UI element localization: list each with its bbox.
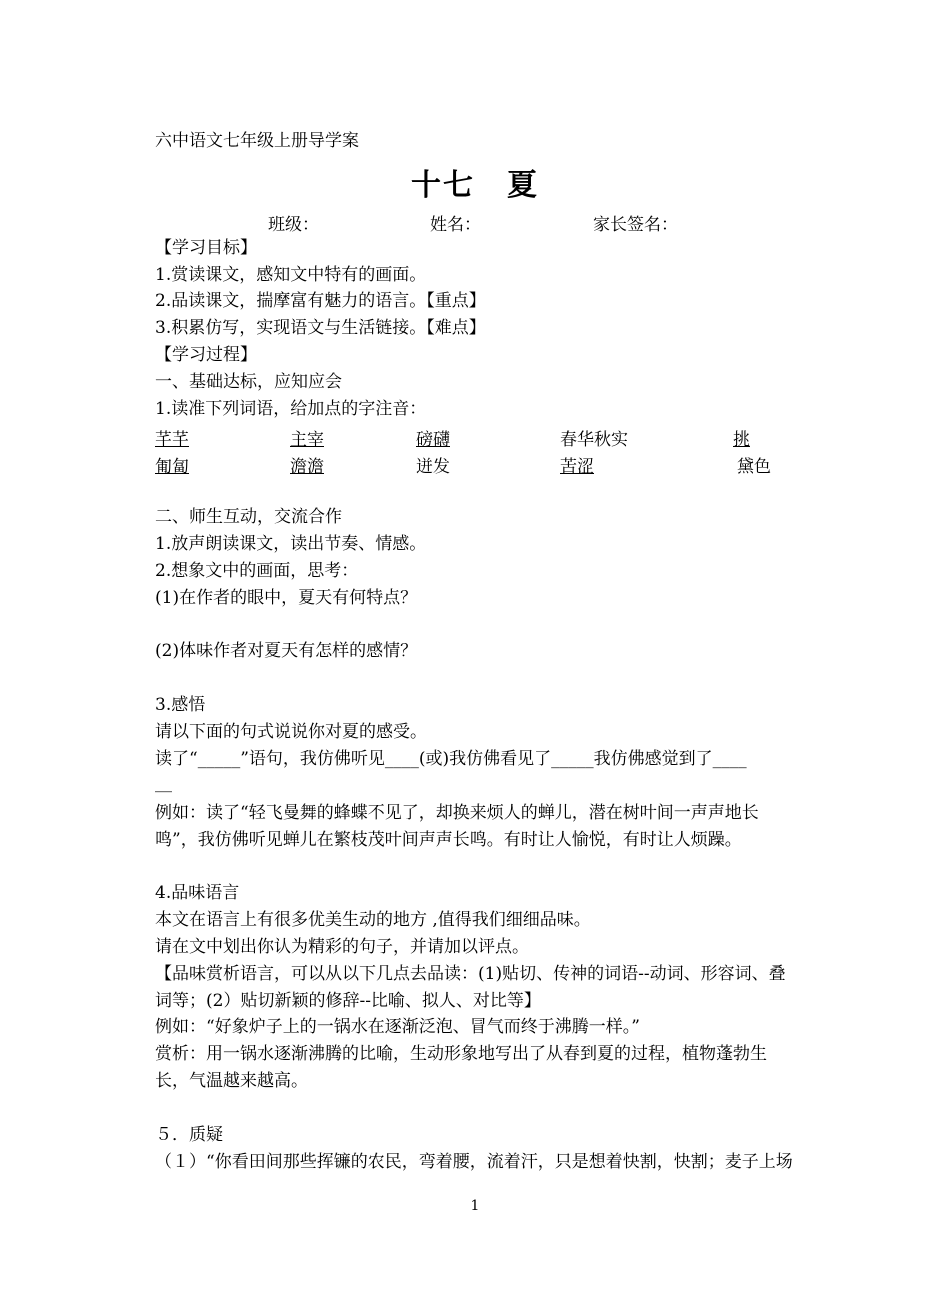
vocab-word: 挑 xyxy=(733,430,750,450)
header-label: 六中语文七年级上册导学案 xyxy=(155,131,359,151)
q4-analysis: 赏析：用一锅水逐渐沸腾的比喻，生动形象地写出了从春到夏的过程，植物蓬勃生 xyxy=(155,1044,767,1064)
section2-subquestion: (1)在作者的眼中，夏天有何特点？ xyxy=(155,588,418,608)
section1-question: 1.读准下列词语，给加点的字注音： xyxy=(155,399,427,419)
objective-item: 3.积累仿写，实现语文与生活链接。【难点】 xyxy=(155,318,486,338)
vocab-word: 迸发 xyxy=(416,457,450,477)
q3-title: 3.感悟 xyxy=(155,695,206,715)
q3-pattern-cont: __ xyxy=(155,773,172,793)
process-heading: 【学习过程】 xyxy=(155,345,257,365)
class-label: 班级： xyxy=(268,215,319,235)
name-label: 姓名： xyxy=(430,215,481,235)
section2-question: 2.想象文中的画面，思考： xyxy=(155,561,359,581)
parent-signature-label: 家长签名： xyxy=(593,215,678,235)
q5-text: （１）“你看田间那些挥镰的农民，弯着腰，流着汗，只是想着快割，快割；麦子上场 xyxy=(155,1152,793,1172)
q4-tip: 【品味赏析语言，可以从以下几点去品读：(1)贴切、传神的词语--动词、形容词、叠 xyxy=(155,964,786,984)
lesson-title: 十七 夏 xyxy=(411,168,539,203)
vocab-word: 春华秋实 xyxy=(560,430,628,450)
page-number: 1 xyxy=(470,1198,480,1214)
q4-text: 本文在语言上有很多优美生动的地方 ,值得我们细细品味。 xyxy=(155,910,591,930)
objective-item: 2.品读课文，揣摩富有魅力的语言。【重点】 xyxy=(155,291,486,311)
vocab-word: 芊芊 xyxy=(155,430,189,450)
vocab-word: 磅礴 xyxy=(416,430,450,450)
section1-title: 一、基础达标，应知应会 xyxy=(155,372,342,392)
q4-analysis: 长，气温越来越高。 xyxy=(155,1071,308,1091)
objective-item: 1.赏读课文，感知文中特有的画面。 xyxy=(155,265,427,285)
vocab-word: 匍匐 xyxy=(155,457,189,477)
section2-title: 二、师生互动，交流合作 xyxy=(155,507,342,527)
q5-title: ５．质疑 xyxy=(155,1125,223,1145)
vocab-word: 澹澹 xyxy=(290,457,324,477)
section2-subquestion: (2)体味作者对夏天有怎样的感情？ xyxy=(155,641,418,661)
q3-prompt: 请以下面的句式说说你对夏的感受。 xyxy=(155,722,427,742)
q4-example: 例如：“好象炉子上的一锅水在逐渐泛泡、冒气而终于沸腾一样。” xyxy=(155,1017,640,1037)
q3-example: 例如：读了“轻飞曼舞的蜂蝶不见了，却换来烦人的蝉儿，潜在树叶间一声声地长 xyxy=(155,803,759,823)
q4-tip: 词等；(2）贴切新颖的修辞--比喻、拟人、对比等】 xyxy=(155,991,541,1011)
objectives-heading: 【学习目标】 xyxy=(155,238,257,258)
vocab-word: 黛色 xyxy=(737,457,771,477)
vocab-word: 主宰 xyxy=(290,430,324,450)
q4-title: 4.品味语言 xyxy=(155,883,240,903)
vocab-word: 苦涩 xyxy=(560,457,594,477)
q3-pattern: 读了“_____”语句，我仿佛听见____(或)我仿佛看见了_____我仿佛感觉到了____ xyxy=(155,749,747,769)
q3-example: 鸣”，我仿佛听见蝉儿在繁枝茂叶间声声长鸣。有时让人愉悦，有时让人烦躁。 xyxy=(155,830,742,850)
q4-text: 请在文中划出你认为精彩的句子，并请加以评点。 xyxy=(155,937,529,957)
section2-question: 1.放声朗读课文，读出节奏、情感。 xyxy=(155,534,427,554)
